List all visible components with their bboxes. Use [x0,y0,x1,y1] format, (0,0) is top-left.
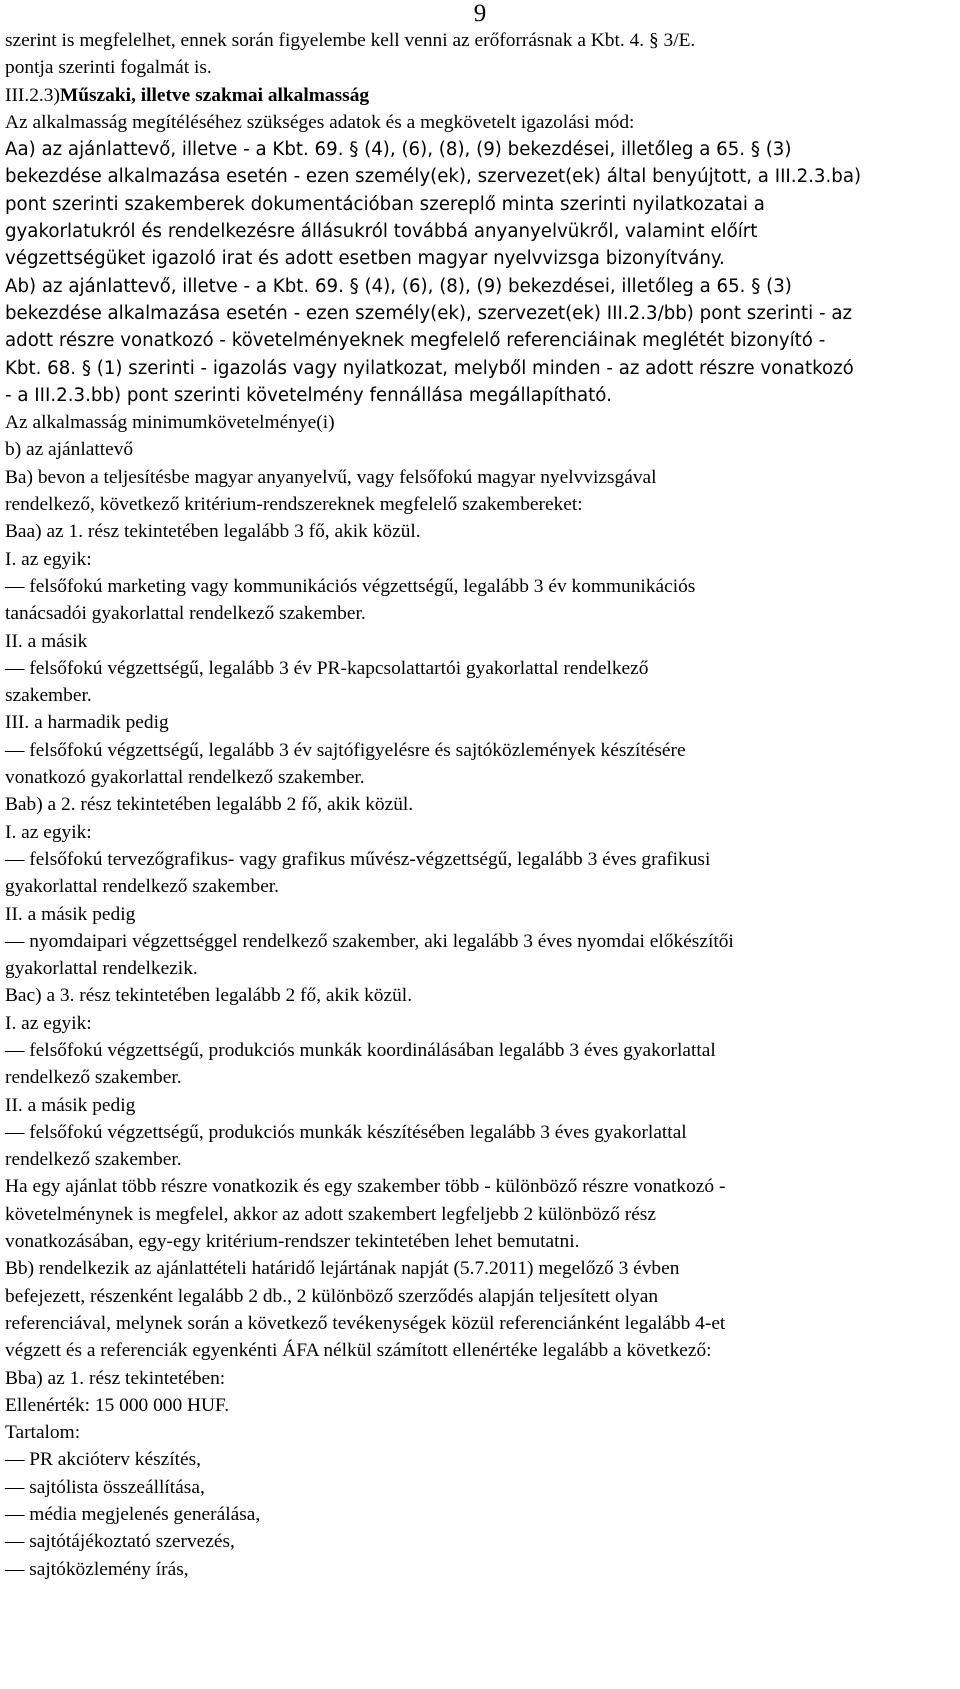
text-line: végzettségüket igazoló irat és adott esetben magyar nyelvvizsga bizonyítvány. [5,248,725,270]
document-body [5,27,953,1583]
text-line: pont szerinti szakemberek dokumentációban szereplő minta szerinti nyilatkozatai a [5,193,765,215]
text-line: referenciával, melynek során a következő tevékenységek közül referenciánként legalább 4-et [5,1312,726,1334]
section-heading [5,82,953,109]
page-number: 9 [473,0,487,27]
text-line: II. a másik pedig [5,903,136,925]
text-line: szerint is megfelelhet, ennek során figyelembe kell venni az erőforrásnak a Kbt. 4. § 3/E. [5,30,696,51]
text-line: gyakorlatukról és rendelkezésre állásukról továbbá anyanyelvükről, valamint előírt [5,221,758,243]
text-line: vonatkozásában, egy-egy kritérium-rendszer tekintetében lehet bemutatni. [5,1231,580,1253]
text-line: — sajtótájékoztató szervezés, [5,1531,235,1553]
text-line: befejezett, részenként legalább 2 db., 2 különböző szerződés alapján teljesített olyan [5,1285,659,1307]
text-line: I. az egyik: [5,1012,92,1034]
text-line: III. a harmadik pedig [5,712,169,734]
text-line: Bba) az 1. rész tekintetében: [5,1367,226,1389]
text-line: pontja szerinti fogalmát is. [5,57,212,79]
text-line: Bab) a 2. rész tekintetében legalább 2 fő, akik közül. [5,794,414,816]
text-line: Bac) a 3. rész tekintetében legalább 2 fő, akik közül. [5,985,413,1007]
text-line: végzett és a referenciák egyenkénti ÁFA nélkül számított ellenértéke legalább a következő: [5,1340,712,1362]
text-line: Bb) rendelkezik az ajánlattételi határidő lejártának napját (5.7.2011) megelőző 3 évben [5,1258,680,1280]
text-line: Aa) az ajánlattevő, illetve - a Kbt. 69. § (4), (6), (8), (9) bekezdései, illetőleg a 65. § (3) [5,139,792,161]
section-title: Műszaki, illetve szakmai alkalmasság [59,84,370,106]
text-line: Ab) az ajánlattevő, illetve - a Kbt. 69. § (4), (6), (8), (9) bekezdései, illetőleg a 65. § (3) [5,275,792,297]
section-number: III.2.3) [5,84,60,106]
text-line: Az alkalmasság megítéléséhez szükséges adatok és a megkövetelt igazolási mód: [5,111,635,133]
text-line: szakember. [5,685,92,707]
text-line: Ha egy ajánlat több részre vonatkozik és egy szakember több - különböző részre vonatkozó - [5,1176,726,1198]
text-line: — felsőfokú marketing vagy kommunikációs végzettségű, legalább 3 év kommunikációs [5,575,696,597]
text-line: — felsőfokú végzettségű, produkciós munkák készítésében legalább 3 éves gyakorlattal [5,1121,687,1143]
text-line: rendelkező, következő kritérium-rendszereknek megfelelő szakembereket: [5,494,583,516]
text-line: b) az ajánlattevő [5,439,134,461]
text-line: gyakorlattal rendelkezik. [5,958,198,980]
text-line: — felsőfokú végzettségű, legalább 3 év sajtófigyelésre és sajtóközlemények készítésére [5,739,686,761]
text-line: követelménynek is megfelel, akkor az adott szakembert legfeljebb 2 különböző rész [5,1203,656,1225]
text-line: tanácsadói gyakorlattal rendelkező szakember. [5,603,366,625]
text-line: Kbt. 68. § (1) szerinti - igazolás vagy nyilatkozat, melyből minden - az adott részre vonatkozó [5,357,854,379]
text-line: rendelkező szakember. [5,1067,182,1089]
text-line: I. az egyik: [5,548,92,570]
text-line: vonatkozó gyakorlattal rendelkező szakember. [5,767,365,789]
text-line: — felsőfokú végzettségű, legalább 3 év PR-kapcsolattartói gyakorlattal rendelkező [5,657,649,679]
text-line: Ba) bevon a teljesítésbe magyar anyanyelvű, vagy felsőfokú magyar nyelvvizsgával [5,466,657,488]
text-line: Baa) az 1. rész tekintetében legalább 3 fő, akik közül. [5,521,421,543]
text-line: Ellenérték: 15 000 000 HUF. [5,1394,230,1416]
text-line: bekezdése alkalmazása esetén - ezen személy(ek), szervezet(ek) által benyújtott, a III.2.3.ba) [5,166,862,188]
text-line: I. az egyik: [5,821,92,843]
text-line: gyakorlattal rendelkező szakember. [5,876,280,898]
text-line: — média megjelenés generálása, [5,1504,261,1526]
text-line: bekezdése alkalmazása esetén - ezen személy(ek), szervezet(ek) III.2.3/bb) pont szerinti - az [5,302,853,324]
text-line: rendelkező szakember. [5,1149,182,1171]
text-line: — sajtóközlemény írás, [5,1558,189,1580]
text-line: - a III.2.3.bb) pont szerinti követelmény fennállása megállapítható. [5,384,612,406]
text-line: — sajtólista összeállítása, [5,1476,205,1498]
text-line: — felsőfokú végzettségű, produkciós munkák koordinálásában legalább 3 éves gyakorlattal [5,1039,716,1061]
text-line: II. a másik [5,630,88,652]
text-line: Tartalom: [5,1422,81,1444]
text-line: — PR akcióterv készítés, [5,1449,202,1471]
text-line: — felsőfokú tervezőgrafikus- vagy grafikus művész-végzettségű, legalább 3 éves grafikusi [5,848,711,870]
text-line: adott részre vonatkozó - követelményeknek megfelelő referenciáinak meglétét bizonyító - [5,330,826,352]
text-line: — nyomdaipari végzettséggel rendelkező szakember, aki legalább 3 éves nyomdai előkészítői [5,930,734,952]
text-line: II. a másik pedig [5,1094,136,1116]
text-line: Az alkalmasság minimumkövetelménye(i) [5,412,335,434]
